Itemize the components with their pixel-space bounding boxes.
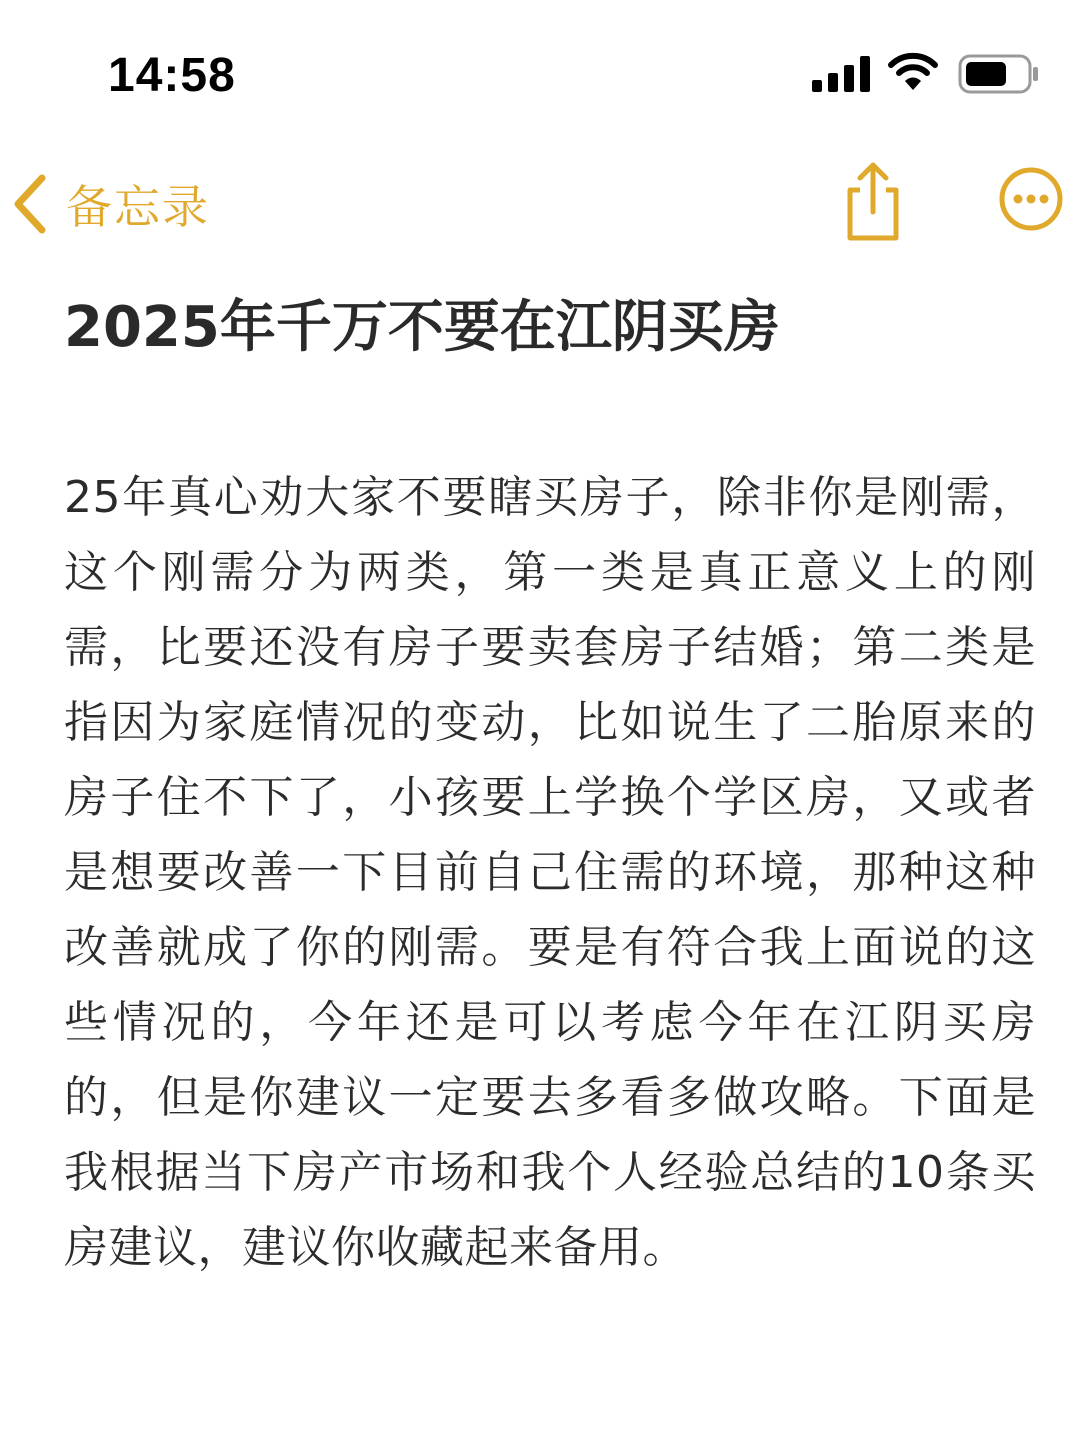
status-bar xyxy=(0,0,1080,150)
nav-bar xyxy=(0,150,1080,260)
battery-icon xyxy=(958,54,1040,94)
ellipsis-circle-icon xyxy=(998,166,1064,232)
share-icon xyxy=(838,160,908,244)
back-button[interactable] xyxy=(12,164,210,244)
note-body[interactable]: 25年真心劝大家不要瞎买房子，除非你是刚需，这个刚需分为两类，第一类是真正意义上的刚需，比要还没有房子要卖套房子结婚；第二类是指因为家庭情况的变动，比如说生了二胎原来的房子住不下了，小孩要上学换个学区房，又或者是想要改善一下目前自己住需的环境，那种这种改善就成了你的刚需。要是有符合我上面说的这些情况的，今年还是可以考虑今年在江阴买房的，但是你建议一定要去多看多做攻略。下面是我根据当下房产市场和我个人经验总结的10条买房建议，建议你收藏起来备用。 xyxy=(64,472,1036,1273)
back-label: 备忘录 xyxy=(66,180,210,234)
cellular-signal-icon xyxy=(812,56,872,92)
note-title[interactable]: 2025年千万不要在江阴买房 xyxy=(64,295,780,360)
more-button[interactable] xyxy=(998,166,1064,236)
share-button[interactable] xyxy=(838,160,908,248)
status-time: 14:58 xyxy=(108,49,236,102)
chevron-left-icon xyxy=(12,174,48,234)
wifi-icon xyxy=(888,52,938,92)
